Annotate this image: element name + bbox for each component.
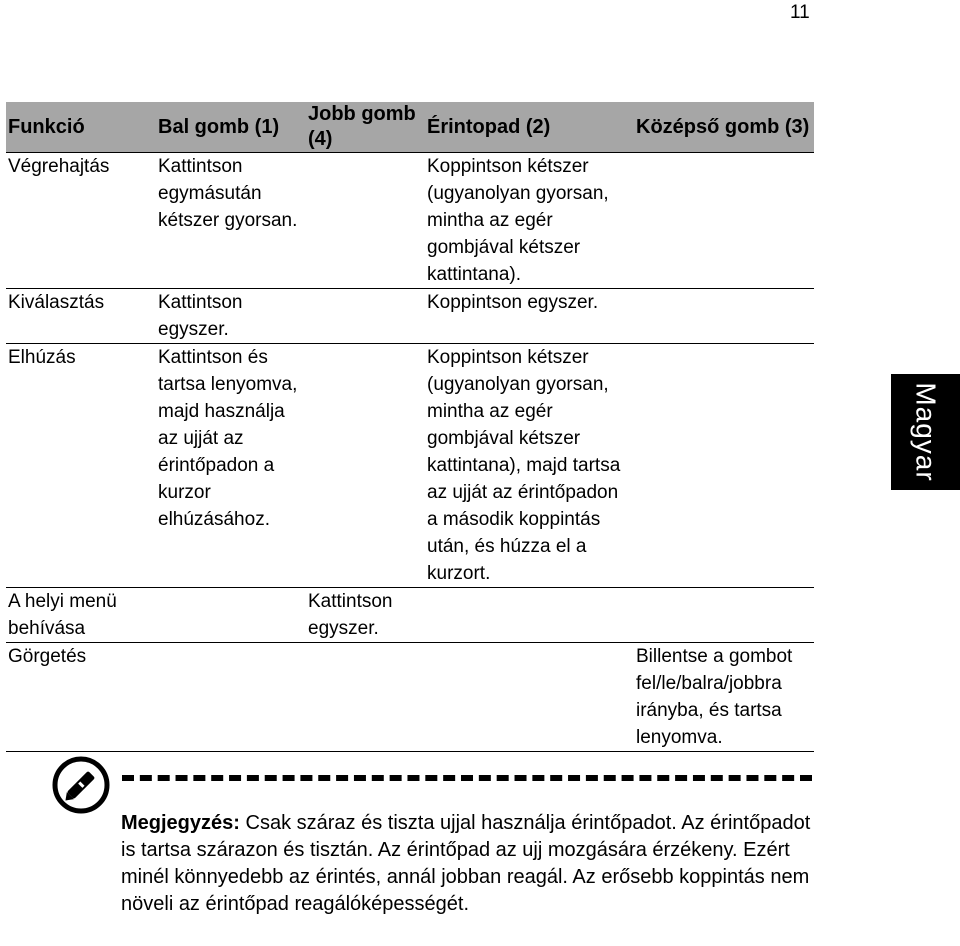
mouse-function-table [6,102,814,752]
table-header-row [6,102,814,153]
language-side-tab [891,374,960,490]
table-row [6,153,814,289]
table-row [6,344,814,588]
table-cell: Görgetés [6,643,156,752]
table-cell [156,588,306,643]
table-cell: A helyi menü behívása [6,588,156,643]
table-cell [634,344,814,588]
note-paragraph [121,810,811,918]
table-cell [306,344,425,588]
header-center-button: Középső gomb (3) [634,102,814,153]
table-cell [634,153,814,289]
table-cell: Végrehajtás [6,153,156,289]
note-label: Megjegyzés: [121,812,240,834]
header-function: Funkció [6,102,156,153]
table-cell [306,289,425,344]
language-tab-label: Magyar [910,382,942,482]
table-cell: Kattintson egyszer. [156,289,306,344]
page-number: 11 [790,2,810,23]
table-cell [425,643,634,752]
note-body: Csak száraz és tiszta ujjal használja érintőpadot. Az érintőpadot is tartsa szárazon és tisztán. Az érintőpad az ujj mozgására érzékeny. Ezért minél könnyedebb az érintés, annál jobban reagál. Az erősebb koppintás nem növeli az érintőpad reagálóképességét. [121,812,811,915]
table-cell: Koppintson kétszer (ugyanolyan gyorsan, mintha az egér gombjával kétszer kattintana), majd tartsa az ujját az érintőpadon a második koppintás után, és húzza el a kurzort. [425,344,634,588]
table-cell: Kattintson egyszer. [306,588,425,643]
table-cell: Kattintson és tartsa lenyomva, majd használja az ujját az érintőpadon a kurzor elhúzásához. [156,344,306,588]
table-cell: Koppintson kétszer (ugyanolyan gyorsan, mintha az egér gombjával kétszer kattintana). [425,153,634,289]
header-left-button: Bal gomb (1) [156,102,306,153]
table-cell [306,643,425,752]
table-cell [634,289,814,344]
table-cell [425,588,634,643]
header-right-button: Jobb gomb (4) [306,102,425,153]
table-cell: Kattintson egymásután kétszer gyorsan. [156,153,306,289]
table-cell: Kiválasztás [6,289,156,344]
note-divider [122,775,812,781]
table-cell [156,643,306,752]
table-row [6,643,814,752]
note-pencil-icon [50,754,112,816]
table-cell: Elhúzás [6,344,156,588]
table-cell [634,588,814,643]
table-cell: Koppintson egyszer. [425,289,634,344]
table-row [6,588,814,643]
header-touchpad: Érintopad (2) [425,102,634,153]
table-cell: Billentse a gombot fel/le/balra/jobbra irányba, és tartsa lenyomva. [634,643,814,752]
table-row [6,289,814,344]
table-cell [306,153,425,289]
